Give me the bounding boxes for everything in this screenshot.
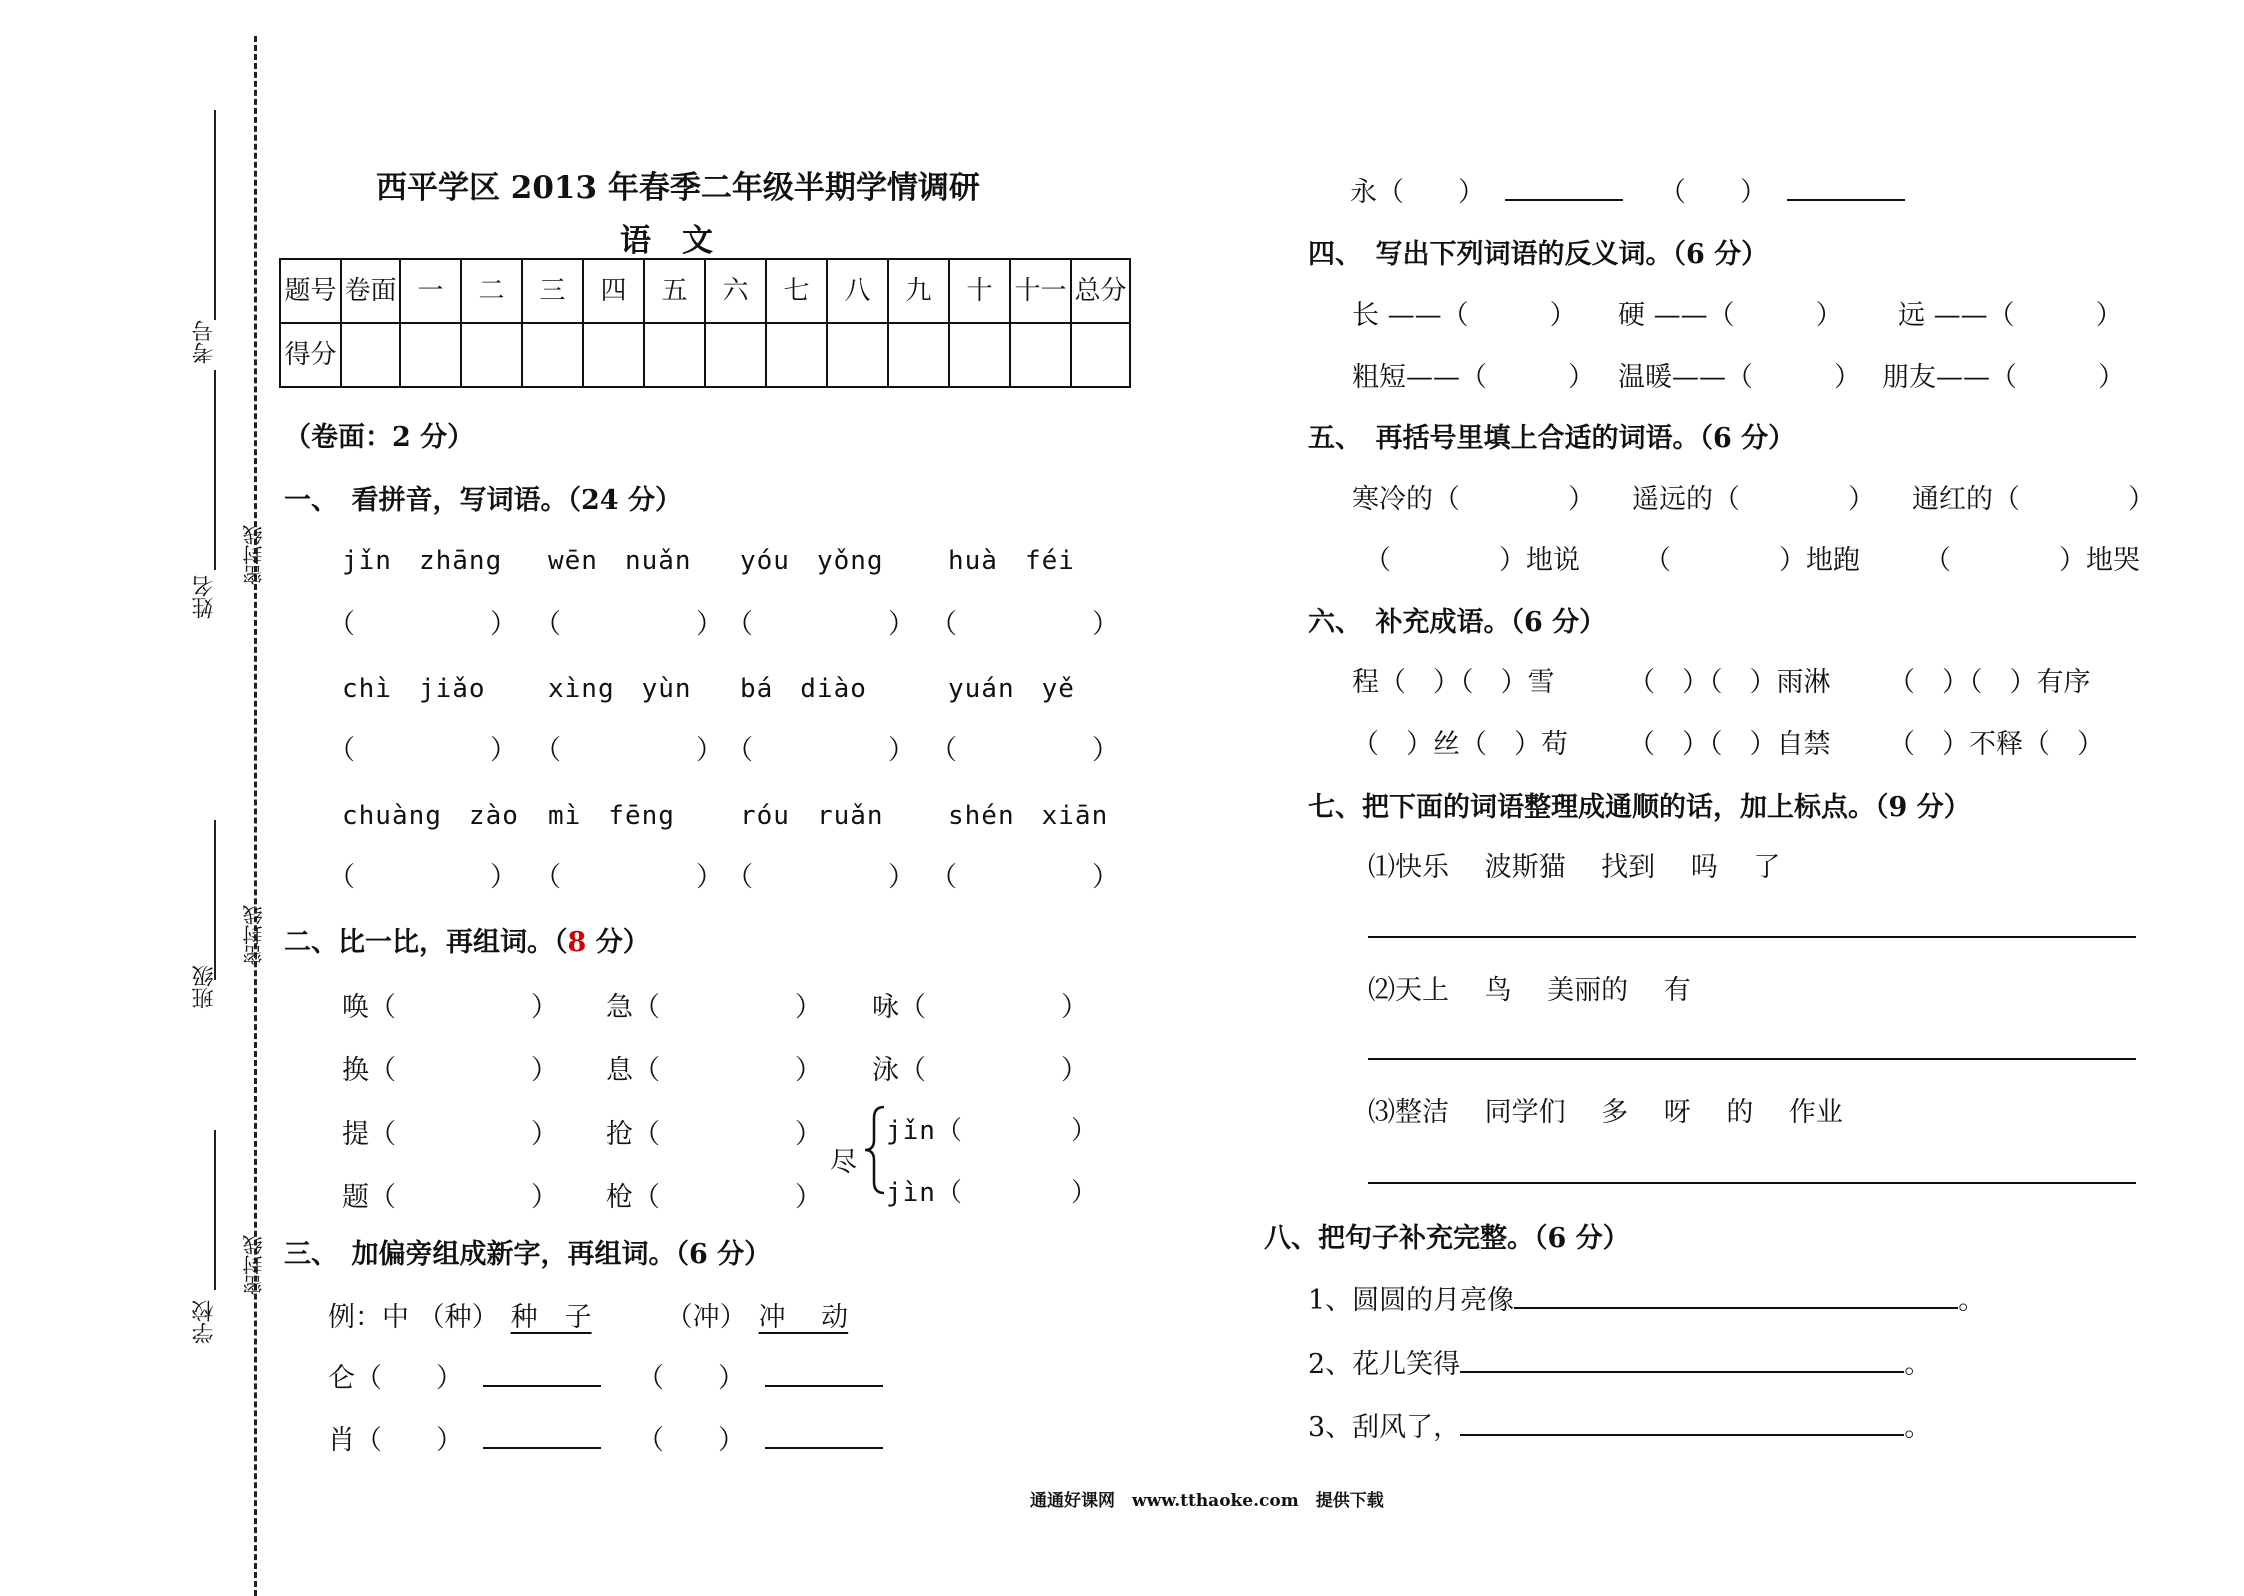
sentence-item[interactable]	[1308, 1278, 1985, 1317]
example-word: 冲 动	[758, 1302, 849, 1333]
table-cell: 题号	[280, 259, 341, 323]
pinyin: shén xiān	[948, 801, 1109, 831]
idiom-item[interactable]: （ ）不释（ ）	[1888, 729, 2104, 760]
table-cell: 八	[827, 259, 888, 323]
reorder-words: ⑶整洁 同学们 多 呀 的 作业	[1368, 1097, 1843, 1128]
table-cell: 四	[583, 259, 644, 323]
class-line	[214, 820, 216, 980]
antonym-item[interactable]: 温暖——（ ）	[1618, 362, 1861, 393]
idiom-item[interactable]: （ ）（ ）有序	[1888, 667, 2091, 698]
score-input-cell[interactable]	[400, 323, 461, 387]
antonym-item[interactable]: 远 ——（ ）	[1898, 300, 2123, 331]
idiom-item[interactable]: （ ）（ ）雨淋	[1628, 667, 1831, 698]
score-input-cell[interactable]	[827, 323, 888, 387]
score-input-cell[interactable]	[766, 323, 827, 387]
pinyin: chuàng zào	[342, 801, 519, 831]
reorder-words: ⑴快乐 波斯猫 找到 吗 了	[1368, 852, 1781, 883]
score-input-cell[interactable]	[949, 323, 1010, 387]
score-input-cell[interactable]	[1071, 323, 1130, 387]
left-brace-icon	[862, 1104, 888, 1196]
answer-blank[interactable]	[765, 1419, 883, 1449]
answer-parens[interactable]: （ ）	[930, 609, 1119, 640]
q3-example	[328, 1295, 864, 1334]
compare-item[interactable]: 提（ ）	[342, 1119, 558, 1150]
answer-parens[interactable]: （ ）	[726, 609, 915, 640]
table-cell: 七	[766, 259, 827, 323]
table-cell: 九	[888, 259, 949, 323]
pinyin: bá diào	[740, 674, 867, 704]
table-cell: 十	[949, 259, 1010, 323]
score-table	[279, 258, 1131, 388]
fill-item[interactable]: 通红的（ ）	[1912, 484, 2155, 515]
fill-item[interactable]: （ ）地跑	[1644, 545, 1860, 576]
subject-title: 语 文	[620, 223, 713, 259]
q3-paren: （ ）	[1659, 177, 1767, 208]
fill-item[interactable]: （ ）地说	[1364, 545, 1580, 576]
pinyin: huà féi	[948, 546, 1075, 576]
answer-blank[interactable]	[483, 1419, 601, 1449]
example-radical: （冲）	[665, 1302, 747, 1333]
compare-item[interactable]: 泳（ ）	[872, 1055, 1088, 1086]
q5-title: 五、 再括号里填上合适的词语。（6 分）	[1308, 423, 1796, 454]
seal-line-text-2: 密封线	[242, 905, 266, 965]
jin-item-text: jǐn（ ）	[886, 1116, 1098, 1146]
reorder-words: ⑵天上 鸟 美丽的 有	[1368, 975, 1691, 1006]
jin-item-text: jìn（ ）	[886, 1178, 1098, 1208]
pinyin: wēn nuǎn	[548, 546, 692, 576]
sentence-item[interactable]	[1308, 1405, 1931, 1444]
school-label: 学校	[192, 1300, 217, 1344]
q3-row-char: 永（ ）	[1350, 177, 1485, 208]
score-input-cell[interactable]	[705, 323, 766, 387]
example-label: 例：中 （种）	[328, 1302, 499, 1333]
seal-line-text-1: 密封线	[242, 525, 266, 585]
sentence-prompt: 2、花儿笑得	[1308, 1349, 1461, 1380]
school-line	[214, 1130, 216, 1290]
compare-item[interactable]: 题（ ）	[342, 1182, 558, 1213]
fill-item[interactable]: （ ）地哭	[1924, 545, 2140, 576]
answer-parens[interactable]: （ ）	[328, 735, 517, 766]
q3-row[interactable]	[328, 1356, 883, 1395]
compare-item[interactable]: 枪（ ）	[606, 1182, 822, 1213]
footer-credit: 通通好课网 www.tthaoke.com 提供下载	[1030, 1491, 1384, 1511]
compare-item[interactable]: 咏（ ）	[872, 992, 1088, 1023]
pinyin: yóu yǒng	[740, 546, 884, 576]
compare-item[interactable]: 抢（ ）	[606, 1119, 822, 1150]
answer-blank[interactable]	[1460, 1406, 1904, 1436]
compare-item[interactable]: 换（ ）	[342, 1055, 558, 1086]
jin-item[interactable]	[886, 1110, 1098, 1147]
answer-parens[interactable]: （ ）	[328, 609, 517, 640]
q8-title: 八、把句子补充完整。（6 分）	[1264, 1223, 1630, 1254]
score-input-cell[interactable]	[583, 323, 644, 387]
compare-item[interactable]: 急（ ）	[606, 992, 822, 1023]
antonym-item[interactable]: 硬 ——（ ）	[1618, 300, 1843, 331]
answer-parens[interactable]: （ ）	[534, 609, 723, 640]
sentence-end: 。	[1904, 1412, 1932, 1443]
seal-line-text-3: 密封线	[242, 1235, 266, 1295]
answer-blank[interactable]	[1514, 1279, 1958, 1309]
pinyin: jǐn zhāng	[342, 546, 503, 576]
q2-title-post: 分）	[586, 927, 650, 958]
answer-blank[interactable]	[1505, 171, 1623, 201]
q2-title-pre: 二、比一比，再组词。（	[284, 927, 568, 958]
answer-line[interactable]	[1368, 1058, 2136, 1060]
fill-item[interactable]: 遥远的（ ）	[1632, 484, 1875, 515]
score-input-cell[interactable]	[644, 323, 705, 387]
idiom-item[interactable]: （ ）（ ）自禁	[1628, 729, 1831, 760]
score-input-cell[interactable]	[522, 323, 583, 387]
score-input-cell[interactable]	[888, 323, 949, 387]
q3-paren: （ ）	[637, 1425, 745, 1456]
pinyin: mì fēng	[548, 801, 675, 831]
pinyin: chì jiǎo	[342, 674, 486, 704]
q3-row-char: 仑（ ）	[328, 1363, 463, 1394]
exam-title: 西平学区 2013 年春季二年级半期学情调研	[376, 170, 980, 206]
answer-parens[interactable]: （ ）	[930, 735, 1119, 766]
answer-parens[interactable]: （ ）	[726, 862, 915, 893]
q3-title: 三、 加偏旁组成新字，再组词。（6 分）	[284, 1239, 772, 1270]
idiom-item[interactable]: （ ）丝（ ）苟	[1352, 729, 1568, 760]
pinyin: yuán yě	[948, 674, 1075, 704]
compare-item[interactable]: 息（ ）	[606, 1055, 822, 1086]
answer-parens[interactable]: （ ）	[726, 735, 915, 766]
answer-blank[interactable]	[1787, 171, 1905, 201]
q4-title: 四、 写出下列词语的反义词。（6 分）	[1308, 239, 1769, 270]
table-cell: 得分	[280, 323, 341, 387]
q3-row-char: 肖（ ）	[328, 1425, 463, 1456]
antonym-item[interactable]: 朋友——（ ）	[1882, 362, 2125, 393]
q3-row-continued[interactable]	[1350, 170, 1905, 209]
score-input-cell[interactable]	[1010, 323, 1071, 387]
exam-no-label: 考号	[192, 320, 217, 364]
antonym-item[interactable]: 粗短——（ ）	[1352, 362, 1595, 393]
answer-blank[interactable]	[765, 1357, 883, 1387]
score-table-header-row	[280, 259, 1130, 323]
q1-title: 一、 看拼音，写词语。（24 分）	[284, 485, 682, 516]
q3-paren: （ ）	[637, 1363, 745, 1394]
q7-title: 七、把下面的词语整理成通顺的话，加上标点。（9 分）	[1308, 792, 1971, 823]
sentence-prompt: 1、圆圆的月亮像	[1308, 1285, 1515, 1316]
answer-line[interactable]	[1368, 1182, 2136, 1184]
answer-parens[interactable]: （ ）	[328, 862, 517, 893]
q2-title	[284, 920, 650, 959]
score-input-cell[interactable]	[341, 323, 400, 387]
table-cell: 五	[644, 259, 705, 323]
example-word: 种 子	[510, 1302, 592, 1333]
class-label: 班级	[192, 965, 217, 1009]
q6-title: 六、 补充成语。（6 分）	[1308, 607, 1607, 638]
table-cell: 十一	[1010, 259, 1071, 323]
q2-score-highlight: 8	[567, 927, 587, 958]
name-line-top	[214, 370, 216, 570]
table-cell: 六	[705, 259, 766, 323]
answer-blank[interactable]	[1460, 1343, 1904, 1373]
sentence-end: 。	[1958, 1285, 1986, 1316]
antonym-item[interactable]: 长 ——（ ）	[1352, 300, 1577, 331]
score-table-score-row	[280, 323, 1130, 387]
fill-item[interactable]: 寒冷的（ ）	[1352, 484, 1595, 515]
sentence-prompt: 3、刮风了，	[1308, 1412, 1461, 1443]
answer-line[interactable]	[1368, 936, 2136, 938]
table-cell: 卷面	[341, 259, 400, 323]
pinyin: xìng yùn	[548, 674, 692, 704]
jin-char: 尽	[830, 1147, 857, 1178]
answer-blank[interactable]	[483, 1357, 601, 1387]
table-cell: 一	[400, 259, 461, 323]
neatness-score: （卷面：2 分）	[284, 422, 475, 453]
sentence-end: 。	[1904, 1349, 1932, 1380]
answer-parens[interactable]: （ ）	[930, 862, 1119, 893]
name-label: 姓名	[192, 575, 217, 619]
jin-item[interactable]	[886, 1172, 1098, 1209]
table-cell: 总分	[1071, 259, 1130, 323]
sentence-item[interactable]	[1308, 1342, 1931, 1381]
q3-row[interactable]	[328, 1418, 883, 1457]
fold-dashed-line	[254, 36, 257, 1596]
compare-item[interactable]: 唤（ ）	[342, 992, 558, 1023]
answer-parens[interactable]: （ ）	[534, 862, 723, 893]
idiom-item[interactable]: 程（ ）（ ）雪	[1352, 667, 1555, 698]
exam-no-line	[214, 110, 216, 320]
answer-parens[interactable]: （ ）	[534, 735, 723, 766]
table-cell: 三	[522, 259, 583, 323]
pinyin: róu ruǎn	[740, 801, 884, 831]
table-cell: 二	[461, 259, 522, 323]
score-input-cell[interactable]	[461, 323, 522, 387]
